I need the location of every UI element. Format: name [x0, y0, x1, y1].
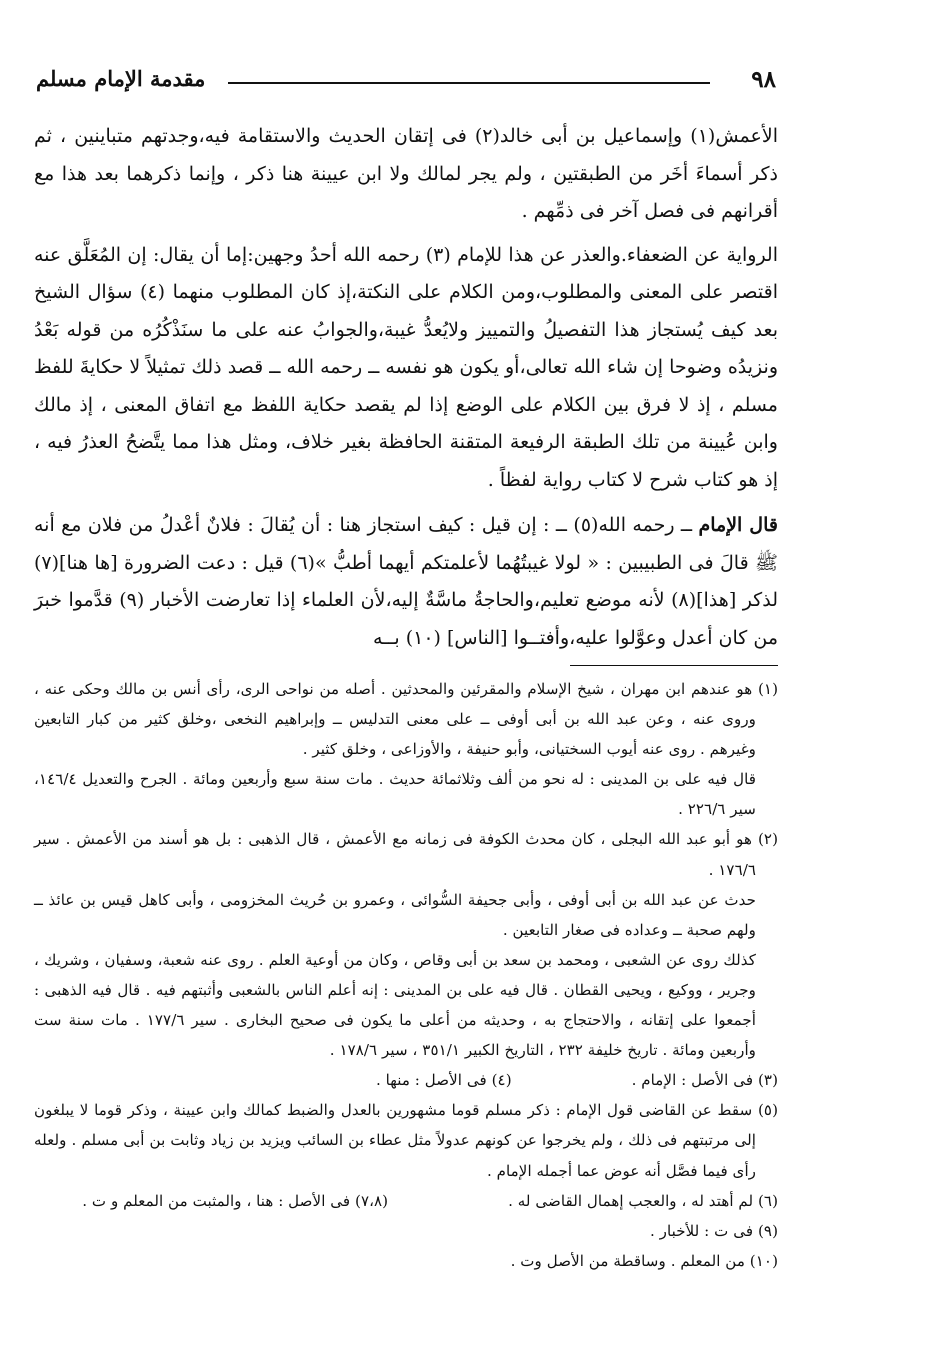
- page-number: ٩٨: [751, 66, 776, 93]
- footnote: (٥) سقط عن القاضى قول الإمام : ذكر مسلم قوما مشهورين بالعدل والضبط كمالك وابن عيينة ، وذكر قوما لا يبلغون إلى مرتبتهم فى ذلك ، ولم يخرجوا عن كونهم عدولاً مثل عطاء بن السائب ويزيد بن زياد وثابت بن أبى مسلم . ولعله رأى فيما فصَّل أنه عوض عما أجمله الإمام .: [34, 1101, 778, 1180]
- footnote-part: (٣) فى الأصل : الإمام .: [631, 1071, 778, 1090]
- footnote: [34, 1186, 778, 1216]
- paragraph: [34, 507, 778, 657]
- footnote-separator: [570, 665, 778, 666]
- page-header: [36, 62, 776, 102]
- footnote: حدث عن عبد الله بن أبى أوفى ، وأبى جحيفة السُّوائى ، وعمرو بن حُريث المخزومى ، وأبى كاهل قيس بن عائذ ــ ولهم صحبة ــ وعداده فى صغار التابعين .: [34, 890, 756, 939]
- footnote: (٩) فى ت : للأخبار .: [650, 1221, 778, 1240]
- paragraph: الرواية عن الضعفاء.والعذر عن هذا للإمام (٣) رحمه الله أحدُ وجهين:إما أن يقال: إن المُعَلَّق عنه اقتصر على المعنى والمطلوب،ومن الكلام على النكتة،إذ كان المطلوب منهما (٤) سؤال الشيخ بعد كيف يُستجاز هذا التفصيلُ والتمييز ولايُعدُّ غيبة،والجوابُ عنه على ما سنَذْكُرُه من قوله بَعْدُ ونزيدُه وضوحا إن شاء الله تعالى،أو يكون هو نفسه ــ رحمه الله ــ قصد ذلك تمثيلاً لا حكايةَ للفظ مسلم ، إذ لا فرق بين الكلام على الوضع إذا لم يقصد حكاية اللفظ مع اتفاق المعنى ، إذ مالك وابن عُيينة من تلك الطبقة الرفيعة المتقنة الحافظة بغير خلاف، ومثل هذا مما يتَّضحُ العذرُ فيه ، إذ هو كتاب شرح لا كتاب رواية لفظاً .: [34, 243, 778, 491]
- footnote: (١٠) من المعلم . وساقطة من الأصل وت .: [510, 1251, 778, 1270]
- footnotes: [34, 674, 778, 1276]
- footnote-part: (٧،٨) فى الأصل : هنا ، والمثبت من المعلم و ت .: [82, 1191, 389, 1210]
- footnote-part: (٤) فى الأصل : منها .: [375, 1071, 512, 1090]
- footnote: قال فيه على بن المدينى : له نحو من ألف وثلاثمائة حديث . مات سنة سبع وأربعين ومائة . الجرح والتعديل ١٤٦/٤، سير ٢٢٦/٦ .: [34, 770, 756, 819]
- paragraph-text: ــ رحمه الله(٥) ــ : إن قيل : كيف استجاز هنا : أن يُقالَ : فلانٌ أعْدلُ من فلان مع أنه ﷺ قالَ فى الطبيبين : « لولا غيبتُهُما لأعلمتكم أيهما أطبُّ »(٦) قيل : دعت الضرورة [ها هنا](٧) لذكر [هذا](٨) لأنه موضع تعليم،والحاجةُ ماسَّةٌ إليه،لأن العلماء إذا تعارضت الأخبار (٩) قدَّموا خبرَ من كان أعدل وعوَّلوا عليه،وأفتــوا [الناس] (١٠) بــه: [34, 514, 778, 649]
- running-title: مقدمة الإمام مسلم: [36, 66, 206, 91]
- footnote-part: (٦) لم أهتد له ، والعجب إهمال القاضى له .: [508, 1191, 778, 1210]
- main-text: [34, 118, 778, 657]
- paragraph-lead: قال الإمام: [698, 514, 778, 536]
- paragraph: الأعمش(١) وإسماعيل بن أبى خالد(٢) فى إتقان الحديث والاستقامة فيه،وجدتهم متباينين ، ثم ذكر أسماءَ أخَر من الطبقتين ، ولم يجر لمالك ولا ابن عيينة هنا ذكر ، وإنما ذكرهما بعد هذا مع أقرانهم فى فصل آخر فى ذمِّهم .: [34, 125, 778, 222]
- footnote: كذلك روى عن الشعبى ، ومحمد بن سعد بن أبى وقاص ، وكان من أوعية العلم . روى عنه شعبة، وسفيان ، وشريك ، وجرير ، ووكيع ، ويحيى القطان . قال فيه على بن المدينى : إنه أعلم الناس بالشعبى وأثبتهم فيه . قال فيه الذهبى : أجمعوا على إتقانه ، والاحتجاج به ، وحديثه من أعلى ما يكون فى صحيح البخارى . سير ١٧٧/٦ . مات سنة ست وأربعين ومائة . تاريخ خليفة ٢٣٢ ، التاريخ الكبير ٣٥١/١ ، سير ١٧٨/٦ .: [34, 950, 756, 1060]
- footnote: (٢) هو أبو عبد الله البجلى ، كان محدث الكوفة فى زمانه مع الأعمش ، قال الذهبى : بل هو أسند من الأعمش . سير ١٧٦/٦ .: [34, 830, 778, 879]
- header-rule: [228, 82, 710, 84]
- footnote: [34, 1065, 778, 1095]
- footnote: (١) هو عندهم ابن مهران ، شيخ الإسلام والمقرئين والمحدثين . أصله من نواحى الرى، رأى أنس بن مالك وحكى عنه ، وروى عنه ، وعن عبد الله بن أبى أوفى ــ على معنى التدليس ــ وإبراهيم النخعى ،وخلق كثير من كبار التابعين وغيرهم . روى عنه أيوب السختيانى، وأبو حنيفة ، والأوزاعى ، وخلق كثير .: [34, 680, 778, 759]
